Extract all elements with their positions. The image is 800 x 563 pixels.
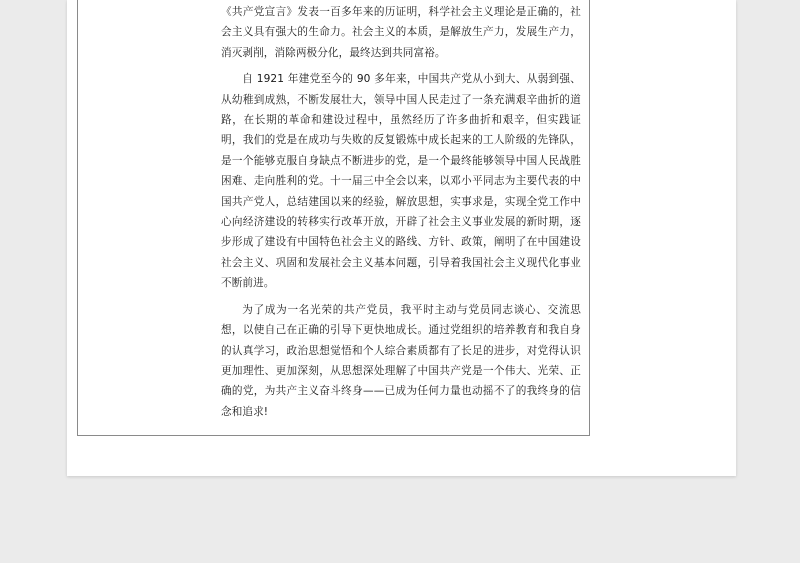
paragraph-3: 为了成为一名光荣的共产党员，我平时主动与党员同志谈心、交流思想，以使自己在正确的引导下更快地成长。通过党组织的培养教育和我自身的认真学习，政治思想觉悟和个人综合素质都有了长足的进步，对党得认识更加理性、更加深刻，从思想深处理解了中国共产党是一个伟大、光荣、正确的党，为共产主义奋斗终身——已成为任何力量也动摇不了的我终身的信念和追求!: [221, 303, 581, 418]
document-body: [221, 0, 581, 428]
paragraph-1: 《共产党宣言》发表一百多年来的历证明，科学社会主义理论是正确的，社会主义具有强大的生命力。社会主义的本质，是解放生产力，发展生产力，消灭剥削，消除两极分化，最终达到共同富裕。: [221, 6, 581, 59]
paragraph-2: 自 1921 年建党至今的 90 多年来，中国共产党从小到大、从弱到强、从幼稚到成熟，不断发展壮大，领导中国人民走过了一条充满艰辛曲折的道路，在长期的革命和建设过程中，虽然经历了许多曲折和艰辛，但实践证明，我们的党是在成功与失败的反复锻炼中成长起来的工人阶级的先锋队，是一个能够克服自身缺点不断进步的党，是一个最终能够领导中国人民战胜困难、走向胜利的党。十一届三中全会以来，以邓小平同志为主要代表的中国共产党人，总结建国以来的经验，解放思想，实事求是，实现全党工作中心向经济建设的转移实行改革开放，开辟了社会主义事业发展的新时期，逐步形成了建设有中国特色社会主义的路线、方针、政策，阐明了在中国建设社会主义、巩固和发展社会主义基本问题，引导着我国社会主义现代化事业不断前进。: [221, 73, 581, 290]
